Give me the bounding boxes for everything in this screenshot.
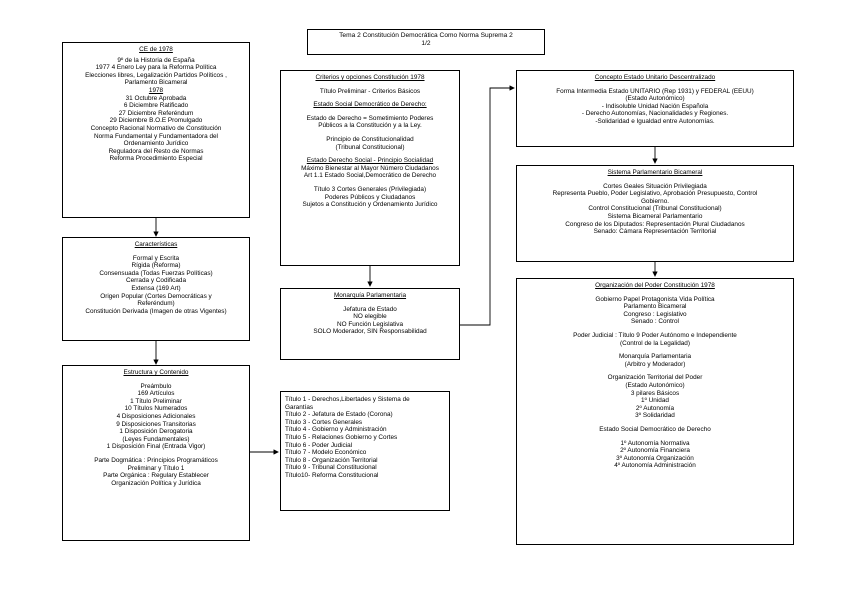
caracteristicas-line: Cerrada y Codificada [125,277,187,285]
organizacion-line: 3º Autonomía Organización [616,454,694,462]
ce-line: 9º de la Historia de España [117,56,195,64]
bicameral-line: Representa Pueblo, Poder Legislativo, Aprobación Presupuesto, Control [552,190,758,198]
organizacion-line: Poder Judicial : Título 9 Poder Autónomo e Independiente [573,331,737,339]
organizacion-line: 2º Autonomía [635,404,675,412]
organizacion-line: 3 pilares Básicos [630,389,680,397]
criterios-line: Estado de Derecho = Sometimiento Poderes [306,114,434,122]
criterios-line: Máximo Bienestar al Mayor Número Ciudadanos [301,164,439,172]
titulo-line: Título 3 - Cortes Generales [285,418,363,426]
estructura-box [62,365,250,541]
bicameral-line: Sistema Bicameral Parlamentario [607,212,703,220]
caracteristicas-line: Extensa (169 Art) [131,284,181,292]
criterios-box [280,70,460,266]
monarquia-box [280,288,460,360]
organizacion-line: Senado : Control [631,318,679,326]
caracteristicas-line: Rígida (Reforma) [131,262,181,270]
titulo-line: Título 1 - Derechos,Libertades y Sistema de [285,396,410,403]
estructura-line: Preámbulo [140,382,172,390]
caracteristicas-line: Referéndum) [137,300,175,308]
ce-line: Parlamento Bicameral [124,79,188,87]
criterios-line: Poderes Públicos y Ciudadanos [324,193,416,201]
ce-line: 1977 4 Enero Ley para la Reforma Política [95,64,217,72]
monarquia-heading: Monarquía Parlamentaria [333,292,407,299]
bicameral-line: Cortes Geales Situación Privilegiada [603,182,707,190]
monarquia-line: Jefatura de Estado [343,305,397,313]
caracteristicas-line: Formal y Escrita [132,254,180,262]
criterios-subheading: Estado Social Democrático de Derecho: [313,101,427,109]
estado-unitario-box [516,70,794,147]
estado-unitario-heading: Concepto Estado Unitario Descentralizado [594,74,716,81]
unitario-line: - Derecho Autonomías, Nacionalidades y Regiones. [581,110,729,118]
organizacion-line: Parlamento Bicameral [623,303,687,311]
ce-line: Reguladora del Resto de Normas [108,147,204,155]
organizacion-line: (Estado Autonómico) [625,381,685,389]
criterios-line: (Tribunal Constitucional) [335,143,405,151]
title-line-1: Tema 2 Constitución Democrática Como Norma Suprema 2 [339,32,513,39]
caracteristicas-line: Constitución Derivada (Imagen de otras Vigentes) [85,307,227,315]
estructura-heading: Estructura y Contenido [123,369,189,376]
ce-line: 27 Diciembre Referéndum [118,109,194,117]
ce-1978-subheading: 1978 [148,86,164,94]
estructura-line: 169 Artículos [137,390,175,398]
titulo-line: Título 2 - Jefatura de Estado (Corona) [285,411,393,419]
bicameral-line: Gobierno. [640,197,670,205]
bicameral-box [516,165,794,262]
criterios-line: Públicos a la Constitución y a la Ley. [318,122,422,130]
titulo-line: Título 4 - Gobierno y Administración [285,426,387,434]
ce-line: Ordenamiento Jurídico [123,140,189,148]
ce-line: 31 Octubre Aprobada [125,94,187,102]
bicameral-line: Congreso de los Diputados: Representación Plural Ciudadanos [565,220,745,228]
title-line-2: 1/2 [421,40,431,47]
estructura-line: 10 Títulos Numerados [124,405,188,413]
titulo-line: Título 8 - Organización Territorial [285,456,378,464]
titulos-box [280,391,450,511]
organizacion-line: 1º Unidad [641,397,669,405]
organizacion-line: Gobierno Papel Protagonista Vida Política [595,295,715,303]
titulo-line: Título 6 - Poder Judicial [285,441,353,449]
caracteristicas-line: Consensuada (Todas Fuerzas Políticas) [99,269,213,277]
estructura-line: 1 Disposición Derogatoria [119,428,193,436]
organizacion-line: Estado Social Democrático de Derecho [599,425,711,433]
titulo-line: Título 9 - Tribunal Constitucional [285,464,377,472]
organizacion-line: 1º Autonomía Normativa [620,439,690,447]
bicameral-heading: Sistema Parlamentario Bicameral [607,169,703,176]
ce-line: 29 Diciembre B.O.E Promulgado [109,117,203,125]
criterios-line: Título 3 Cortes Generales (Privilegiada) [313,185,427,193]
ce-line: Norma Fundamental y Fundamentadora del [94,132,218,140]
estructura-line: 1 Título Preliminar [130,397,182,405]
unitario-line: -Solidaridad e Igualdad entre Autonomías. [595,117,715,125]
ce-line: Reforma Procedimiento Especial [109,155,203,163]
bicameral-line: Control Constitucional (Tribunal Constitucional) [588,205,722,213]
estructura-line: (Leyes Fundamentales) [122,435,190,443]
ce-line: 6 Diciembre Ratificado [123,102,189,110]
monarquia-line: NO elegible [353,313,387,321]
organizacion-box [516,278,794,545]
caracteristicas-line: Origen Popular (Cortes Democráticas y [100,292,212,300]
caracteristicas-heading: Características [134,241,178,248]
ce-1978-box [62,42,250,218]
criterios-line: Principio de Constitucionalidad [326,135,414,143]
criterios-subheading: Estado Derecho Social - Principio Socialidad [306,157,434,165]
estructura-line: 4 Disposiciones Adicionales [116,412,196,420]
organizacion-line: 3º Solidaridad [635,412,675,420]
estructura-line: Organización Política y Jurídica [111,479,201,487]
bicameral-line: Senado: Cámara Representación Territorial [593,228,717,236]
unitario-line: - Indisoluble Unidad Nación Española [601,102,709,110]
titulo-line: Título 5 - Relaciones Gobierno y Cortes [285,433,398,441]
criterios-line: Art 1.1 Estado Social,Democrático de Derecho [303,172,437,180]
estructura-line: 9 Disposiciones Transitorias [116,420,196,428]
organizacion-line: (Arbitro y Moderador) [624,360,686,368]
organizacion-heading: Organización del Poder Constitución 1978 [595,282,715,289]
organizacion-line: 4º Autonomía Administración [614,462,696,470]
organizacion-line: Congreso : Legislativo [623,310,687,318]
diagram-title [307,29,545,55]
organizacion-line: Monarquía Parlamentaria [618,353,692,361]
estructura-line: 1 Disposición Final (Entrada Vigor) [106,443,206,451]
criterios-line: Sujetos a Constitución y Ordenamiento Jurídico [302,201,438,209]
arrow-monarquia-to-unitario [460,88,514,325]
organizacion-line: Organización Territorial del Poder [607,374,703,382]
monarquia-line: NO Función Legislativa [336,320,404,328]
monarquia-line: SOLO Moderador, SIN Responsabilidad [313,328,427,336]
organizacion-line: (Control de la Legalidad) [620,339,690,347]
titulo-line: Título 7 - Modelo Económico [285,449,367,457]
unitario-line: Forma Intermedia Estado UNITARIO (Rep 1931) y FEDERAL (EEUU) [556,87,754,95]
unitario-line: (Estado Autonómico) [625,95,685,103]
caracteristicas-box [62,237,250,341]
estructura-line: Parte Orgánica : Regulary Establecer [103,472,209,480]
titulo-line: Título10- Reforma Constitucional [285,471,379,479]
ce-line: Elecciones libres, Legalización Partidos Políticos , [85,71,227,79]
criterios-heading: Criterios y opciones Constitución 1978 [315,74,425,81]
organizacion-line: 2º Autonomía Financiera [620,447,690,455]
estructura-line: Preliminar y Título 1 [127,464,185,472]
ce-1978-heading: CE de 1978 [139,46,173,53]
titulo-line: Garantías [285,403,314,411]
criterios-line: Título Preliminar - Criterios Básicos [319,87,421,95]
estructura-line: Parte Dogmática : Principios Programáticos [94,456,218,464]
ce-line: Concepto Racional Normativo de Constitución [90,124,222,132]
